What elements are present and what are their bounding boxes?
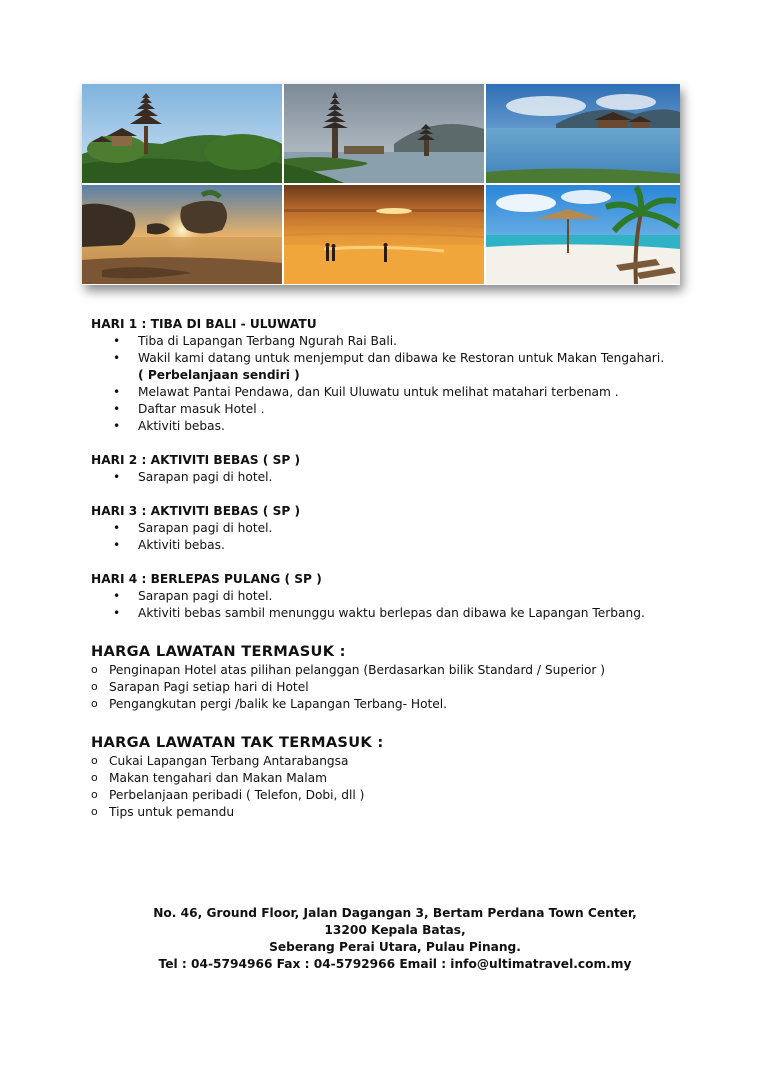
- address-line: Seberang Perai Utara, Pulau Pinang.: [269, 940, 521, 954]
- temple-cliff-photo: [82, 84, 282, 183]
- lake-pavilion-photo: [486, 84, 680, 183]
- list-item: • Aktiviti bebas sambil menunggu waktu berlepas dan dibawa ke Lapangan Terbang.: [91, 605, 731, 622]
- address-line: No. 46, Ground Floor, Jalan Dagangan 3, Bertam Perdana Town Center,: [153, 906, 637, 920]
- expense-note: ( Perbelanjaan sendiri ): [138, 368, 300, 382]
- list-item: • Tiba di Lapangan Terbang Ngurah Rai Bali.: [91, 333, 731, 350]
- list-item: o Pengangkutan pergi /balik ke Lapangan Terbang- Hotel.: [91, 696, 731, 713]
- day1-title: HARI 1 : TIBA DI BALI - ULUWATU: [91, 317, 317, 331]
- contact-line: Tel : 04-5794966 Fax : 04-5792966 Email : info@ultimatravel.com.my: [158, 957, 632, 971]
- day4-list: [91, 588, 731, 622]
- included-list: [91, 662, 731, 713]
- list-item: • Aktiviti bebas.: [91, 537, 731, 554]
- list-item: • Aktiviti bebas.: [91, 418, 731, 435]
- list-item: • Sarapan pagi di hotel.: [91, 469, 731, 486]
- day3-list: [91, 520, 731, 554]
- sunset-rocks-photo: [82, 185, 282, 284]
- list-item: • Sarapan pagi di hotel.: [91, 588, 731, 605]
- list-item: o Perbelanjaan peribadi ( Telefon, Dobi, dll ): [91, 787, 731, 804]
- day1-list: [91, 333, 731, 435]
- list-item: o Tips untuk pemandu: [91, 804, 731, 821]
- list-item: o Makan tengahari dan Makan Malam: [91, 770, 731, 787]
- list-item: o Cukai Lapangan Terbang Antarabangsa: [91, 753, 731, 770]
- beach-sunset-photo: [284, 185, 484, 284]
- list-item: • Daftar masuk Hotel .: [91, 401, 731, 418]
- day2-list: [91, 469, 731, 486]
- day3-title: HARI 3 : AKTIVITI BEBAS ( SP ): [91, 504, 301, 518]
- list-item: • Melawat Pantai Pendawa, dan Kuil Uluwatu untuk melihat matahari terbenam .: [91, 384, 731, 401]
- list-item: o Sarapan Pagi setiap hari di Hotel: [91, 679, 731, 696]
- address-line: 13200 Kepala Batas,: [324, 923, 466, 937]
- day4-title: HARI 4 : BERLEPAS PULANG ( SP ): [91, 572, 322, 586]
- day2-title: HARI 2 : AKTIVITI BEBAS ( SP ): [91, 453, 301, 467]
- excluded-title: HARGA LAWATAN TAK TERMASUK :: [91, 734, 384, 751]
- palm-beach-photo: [486, 185, 680, 284]
- lake-temple-photo: [284, 84, 484, 183]
- list-item: o Penginapan Hotel atas pilihan pelanggan (Berdasarkan bilik Standard / Superior ): [91, 662, 731, 679]
- excluded-list: [91, 753, 731, 821]
- photo-collage: [82, 84, 680, 285]
- included-title: HARGA LAWATAN TERMASUK :: [91, 643, 346, 660]
- list-item: • Sarapan pagi di hotel.: [91, 520, 731, 537]
- list-item: • Wakil kami datang untuk menjemput dan dibawa ke Restoran untuk Makan Tengahari. ( Perbelanjaan sendiri ): [91, 350, 731, 384]
- itinerary-content: [91, 316, 731, 838]
- company-address-footer: [0, 905, 760, 973]
